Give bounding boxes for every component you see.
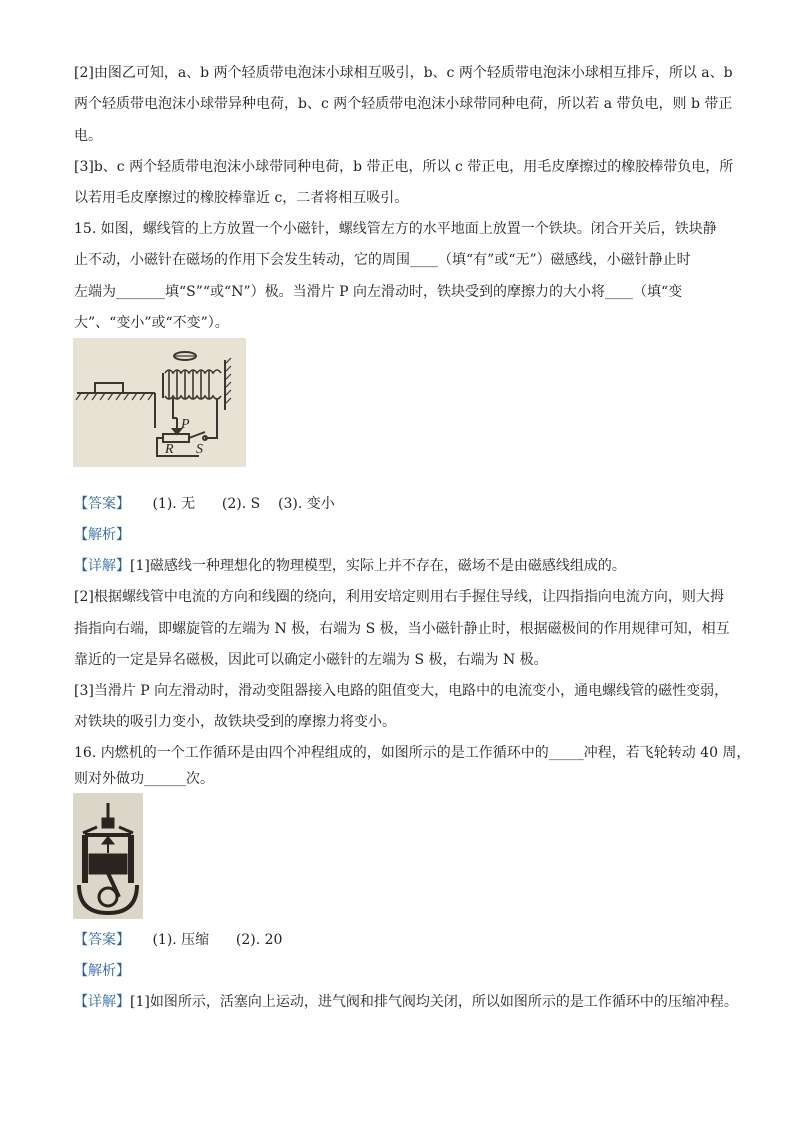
q15-detail-1: [1]磁感线一种理想化的物理模型，实际上并不存在，磁场不是由磁感线组成的。 [130,558,626,574]
q14-explain-2-line2: 两个轻质带电泡沫小球带异种电荷，b、c 两个轻质带电泡沫小球带同种电荷，所以若 a 带负电，则 b 带正 [74,96,733,112]
label-r: R [165,442,174,457]
q16-detail-tag: 【详解】 [74,994,130,1010]
label-p: P [181,417,190,432]
engine-cylinder-drawing [73,793,143,919]
piston [90,855,126,873]
solenoid-circuit-figure [73,338,246,467]
q16-stem-line2: 则对外做功______次。 [74,771,214,787]
engine-cylinder-figure [73,793,143,919]
crankshaft [99,888,117,906]
solenoid-circuit-drawing [73,338,246,467]
label-s: S [196,442,203,457]
q14-explain-2-line3: 电。 [74,128,102,144]
q15-stem-line4: 大”、“变小”或“不变”）。 [74,315,229,331]
q16-stem-line1: 16. 内燃机的一个工作循环是由四个冲程组成的，如图所示的是工作循环中的_____冲程，若飞轮转动 40 周， [74,745,751,761]
wire-left [173,398,177,418]
q15-detail-2-line1: [2]根据螺线管中电流的方向和线圈的绕向，利用安培定则用右手握住导线，让四指指向电流方向，则大拇 [74,589,724,605]
solenoid-coils [165,370,221,399]
q15-answer-tag: 【答案】 [74,496,130,512]
q15-detail-3-line1: [3]当滑片 P 向左滑动时，滑动变阻器接入电路的阻值变大，电路中的电流变小，通电螺线管的磁性变弱， [74,683,729,699]
ground-hatching [76,393,153,400]
q16-analysis-tag: 【解析】 [74,963,130,979]
q16-detail-1: [1]如图所示，活塞向上运动，进气阀和排气阀均关闭，所以如图所示的是工作循环中的压缩冲程。 [130,994,738,1010]
iron-block [95,383,123,393]
q15-analysis-tag: 【解析】 [74,527,130,543]
wire-right [205,398,217,438]
q16-answer-text: (1). 压缩 (2). 20 [152,932,283,948]
q15-answer-text: (1). 无 (2). S (3). 变小 [152,496,335,512]
q16-answer-tag: 【答案】 [74,932,130,948]
q15-stem-line2: 止不动，小磁针在磁场的作用下会发生转动，它的周围____（填“有”或“无”）磁感线，小磁针静止时 [74,252,691,268]
q15-stem-line3: 左端为_______填“S”“或“N”）极。当滑片 P 向左滑动时，铁块受到的摩擦力的大小将____（填“变 [74,284,683,300]
q14-explain-3-line1: [3]b、c 两个轻质带电泡沫小球带同种电荷，b 带正电，所以 c 带正电，用毛皮摩擦过的橡胶棒带负电，所 [74,159,734,175]
q15-detail-tag: 【详解】 [74,558,130,574]
q15-detail-2-line3: 靠近的一定是异名磁极，因此可以确定小磁针的左端为 S 极，右端为 N 极。 [74,652,548,668]
q15-stem-line1: 15. 如图，螺线管的上方放置一个小磁针，螺线管左方的水平地面上放置一个铁块。闭合开关后，铁块静 [74,221,717,237]
rheostat [163,434,189,442]
q14-explain-3-line2: 以若用毛皮摩擦过的橡胶棒靠近 c，二者将相互吸引。 [74,190,409,206]
q15-detail-2-line2: 指指向右端，即螺旋管的左端为 N 极，右端为 S 极，当小磁针静止时，根据磁极间的作用规律可知，相互 [74,621,730,637]
q15-detail-3-line2: 对铁块的吸引力变小，故铁块受到的摩擦力将变小。 [74,714,396,730]
q14-explain-2-line1: [2]由图乙可知，a、b 两个轻质带电泡沫小球相互吸引，b、c 两个轻质带电泡沫小球相互排斥，所以 a、b [74,65,733,81]
